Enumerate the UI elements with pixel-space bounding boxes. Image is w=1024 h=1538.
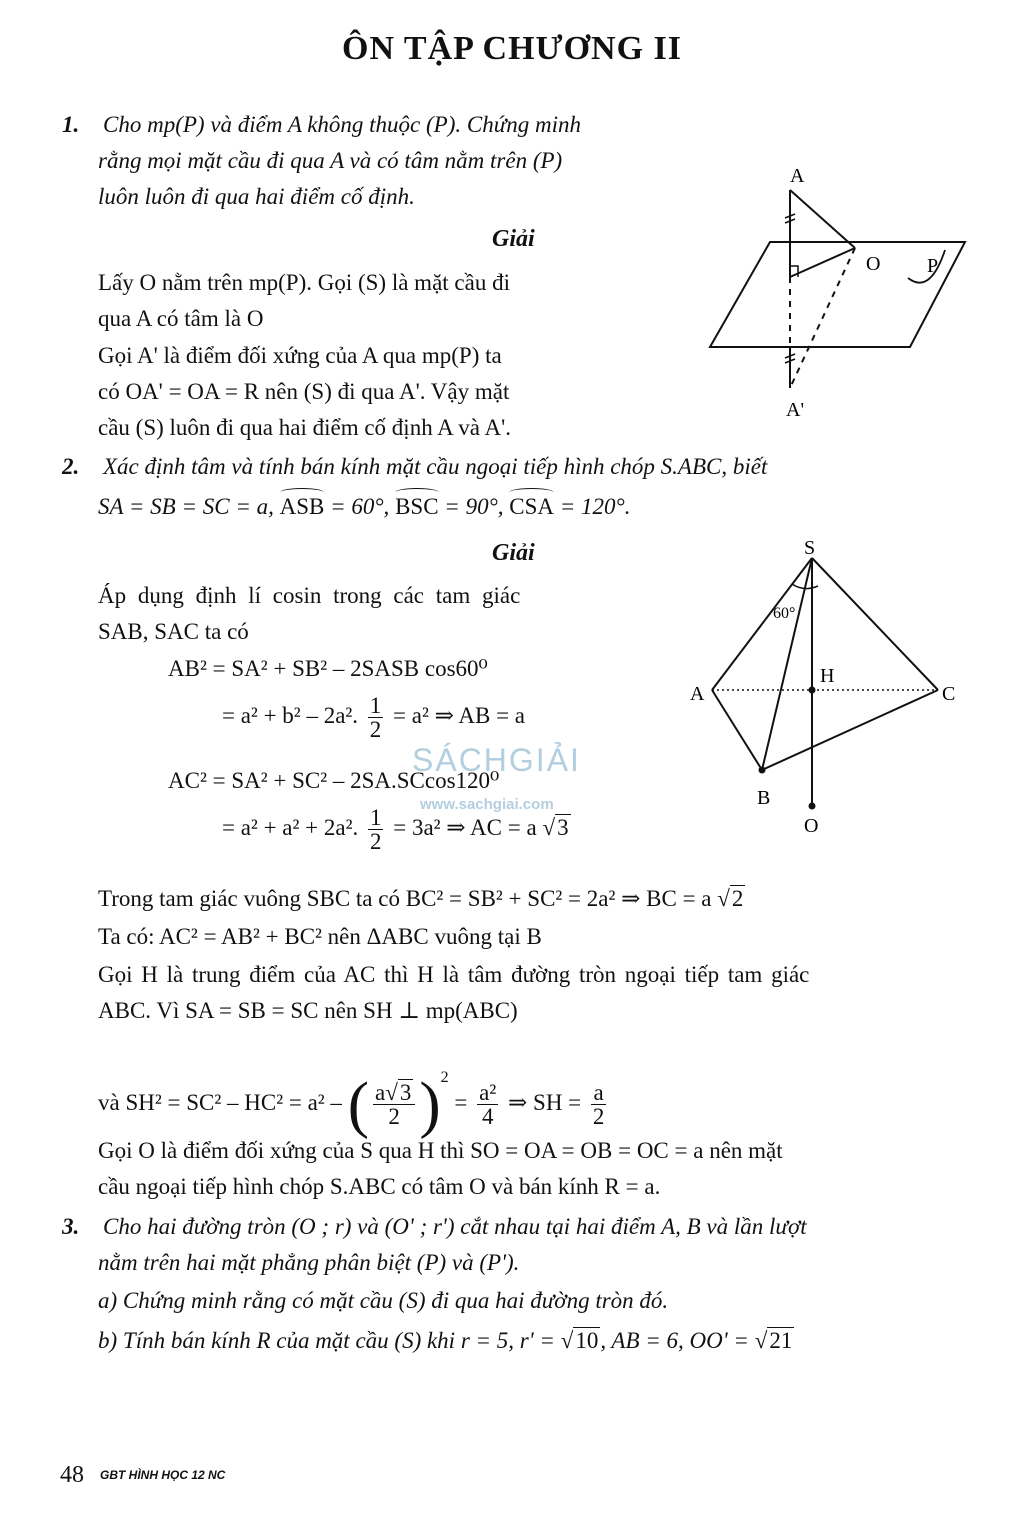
label-o: O [866,253,881,275]
problem-2-solution-line-1: Áp dụng định lí cosin trong các tam giác [98,583,521,608]
frac-num: a [591,1081,607,1105]
problem-2-solution-line-2: SAB, SAC ta có [98,619,249,644]
problem-2-line-right-triangle: Ta có: AC² = AB² + BC² nên ΔABC vuông tại B [98,924,542,949]
watermark-brand: SÁCHGIẢI [412,742,581,778]
problem-3-question-line-1 [62,1212,807,1242]
problem-2-given-equal: SA = SB = SC = a, [98,494,274,519]
figure-pyramid [680,530,980,850]
frac-den: 2 [369,717,382,742]
fraction-a2-over-4 [477,1081,498,1128]
label-s: S [804,537,816,559]
problem-2-number: 2. [62,454,80,479]
problem-3-q1: Cho hai đường tròn (O ; r) và (O' ; r') cắt nhau tại hai điểm A, B và lần lượt [103,1214,807,1239]
problem-2-line-conclusion: cầu ngoại tiếp hình chóp S.ABC có tâm O và bán kính R = a. [98,1174,661,1199]
frac-den: 4 [481,1104,494,1130]
problem-3-part-b [98,1326,794,1356]
problem-1-question-line-1 [62,110,581,140]
page-number: 48 [60,1462,84,1488]
angle-csa-value: = 120°. [559,494,631,519]
problem-1-question-line-3: luôn luôn đi qua hai điểm cố định. [98,184,415,209]
problem-1-question-line-2: rằng mọi mặt cầu đi qua A và có tâm nằm trên (P) [98,148,563,173]
frac-den: 2 [388,1104,400,1130]
label-angle-60: 60° [773,605,796,622]
sqrt-3: √3 [542,814,569,840]
equation-ab-squared: AB² = SA² + SB² – 2SASB cos60⁰ [168,656,488,681]
edge-bc [762,690,938,770]
sqrt-2-radicand: 2 [731,886,744,911]
equals: = [454,1090,468,1115]
frac-a: a [375,1080,386,1106]
problem-1-solution-line-2: qua A có tâm là O [98,306,264,331]
watermark-url: www.sachgiai.com [420,796,554,813]
problem-3-number: 3. [62,1214,80,1239]
equation-sh [98,1038,610,1140]
problem-1-solution-line-1: Lấy O nằm trên mp(P). Gọi (S) là mặt cầu đi [98,270,510,295]
label-b: B [757,787,771,809]
sqrt-2: √2 [717,886,744,911]
frac-den: 2 [592,1104,605,1130]
equation-ac-squared: AC² = SA² + SC² – 2SA.SCcos120⁰ [168,768,500,793]
fraction-a-over-2 [591,1081,607,1128]
problem-1-q1: Cho mp(P) và điểm A không thuộc (P). Chứng minh [103,112,582,137]
frac-den: 2 [369,829,382,854]
problem-2-line-bc [98,884,745,914]
point-b [759,767,766,774]
equation-ab-result [222,694,525,741]
label-o: O [804,815,819,837]
frac-sqrt3: 3 [399,1080,412,1106]
fraction-one-half [368,694,384,741]
segment-o-a-prime-dashed [790,248,855,388]
label-p: P [927,255,939,277]
page-title: ÔN TẬP CHƯƠNG II [342,30,682,67]
eq-ab-left: = a² + b² – 2a². [222,702,359,728]
bc-text: Trong tam giác vuông SBC ta có BC² = SB² + SC² = 2a² ⇒ BC = a [98,886,712,911]
problem-1-number: 1. [62,112,80,137]
label-a: A [690,683,705,705]
sh-implies: ⇒ SH = [508,1090,582,1115]
figure-sphere-plane [690,160,990,430]
frac-num: a√3 [373,1081,415,1105]
problem-2-line-perpendicular: ABC. Vì SA = SB = SC nên SH ⊥ mp(ABC) [98,998,518,1023]
point-h [809,687,816,694]
segment-foot-o [790,248,855,277]
point-o [809,803,816,810]
frac-num: a² [479,1080,497,1106]
problem-1-solution-line-5: cầu (S) luôn đi qua hai điểm cố định A và A'. [98,415,511,440]
problem-1-solution-heading: Giải [492,226,535,252]
paren-open: ( [347,1068,369,1140]
sh-left: và SH² = SC² – HC² = a² – [98,1090,342,1115]
problem-1-solution-line-4: có OA' = OA = R nên (S) đi qua A'. Vậy mặt [98,379,510,404]
sqrt-21: √21 [754,1328,793,1353]
angle-bsc: BSC [395,492,438,522]
sqrt-21-radicand: 21 [769,1328,793,1353]
sqrt-10-radicand: 10 [575,1328,599,1353]
problem-2-q1: Xác định tâm và tính bán kính mặt cầu ngoại tiếp hình chóp S.ABC, biết [103,454,768,479]
problem-2-question-line-2 [98,492,630,522]
book-title: GBT HÌNH HỌC 12 NC [100,1468,226,1482]
exponent-2: 2 [440,1069,449,1086]
problem-2-question-line-1 [62,452,767,482]
eq-ab-right: = a² ⇒ AB = a [393,702,526,728]
label-a: A [790,165,805,187]
paren-close: ) [419,1068,441,1140]
part-b-text-2: , AB = 6, OO' = [600,1328,749,1353]
label-c: C [942,683,956,705]
fraction-one-half-2 [368,806,384,853]
angle-csa: CSA [509,492,554,522]
equation-ac-result [222,806,571,853]
fraction-a-sqrt3-over-2 [373,1081,415,1128]
part-b-text-1: b) Tính bán kính R của mặt cầu (S) khi r = 5, r' = [98,1328,555,1353]
segment-a-o [790,190,855,248]
angle-asb: ASB [280,492,325,522]
edge-ab [712,690,762,770]
eq-ac-right: = 3a² ⇒ AC = a [393,814,537,840]
problem-2-line-midpoint: Gọi H là trung điểm của AC thì H là tâm đường tròn ngoại tiếp tam giác [98,962,810,987]
problem-2-line-center-o: Gọi O là điểm đối xứng của S qua H thì SO = OA = OB = OC = a nên mặt [98,1138,783,1163]
problem-2-solution-heading: Giải [492,540,535,566]
frac-num: 1 [369,805,382,830]
eq-ac-left: = a² + a² + 2a². [222,814,359,840]
problem-1-solution-line-3: Gọi A' là điểm đối xứng của A qua mp(P) ta [98,343,502,368]
angle-asb-value: = 60°, [330,494,390,519]
problem-3-question-line-2: nằm trên hai mặt phẳng phân biệt (P) và (P'). [98,1250,520,1275]
angle-bsc-value: = 90°, [444,494,504,519]
sqrt-3-radicand: 3 [557,814,569,840]
label-a-prime: A' [786,399,805,421]
problem-3-part-a: a) Chứng minh rằng có mặt cầu (S) đi qua hai đường tròn đó. [98,1288,669,1313]
label-h: H [820,665,835,687]
sqrt-10: √10 [560,1328,599,1353]
frac-num: 1 [369,693,382,718]
